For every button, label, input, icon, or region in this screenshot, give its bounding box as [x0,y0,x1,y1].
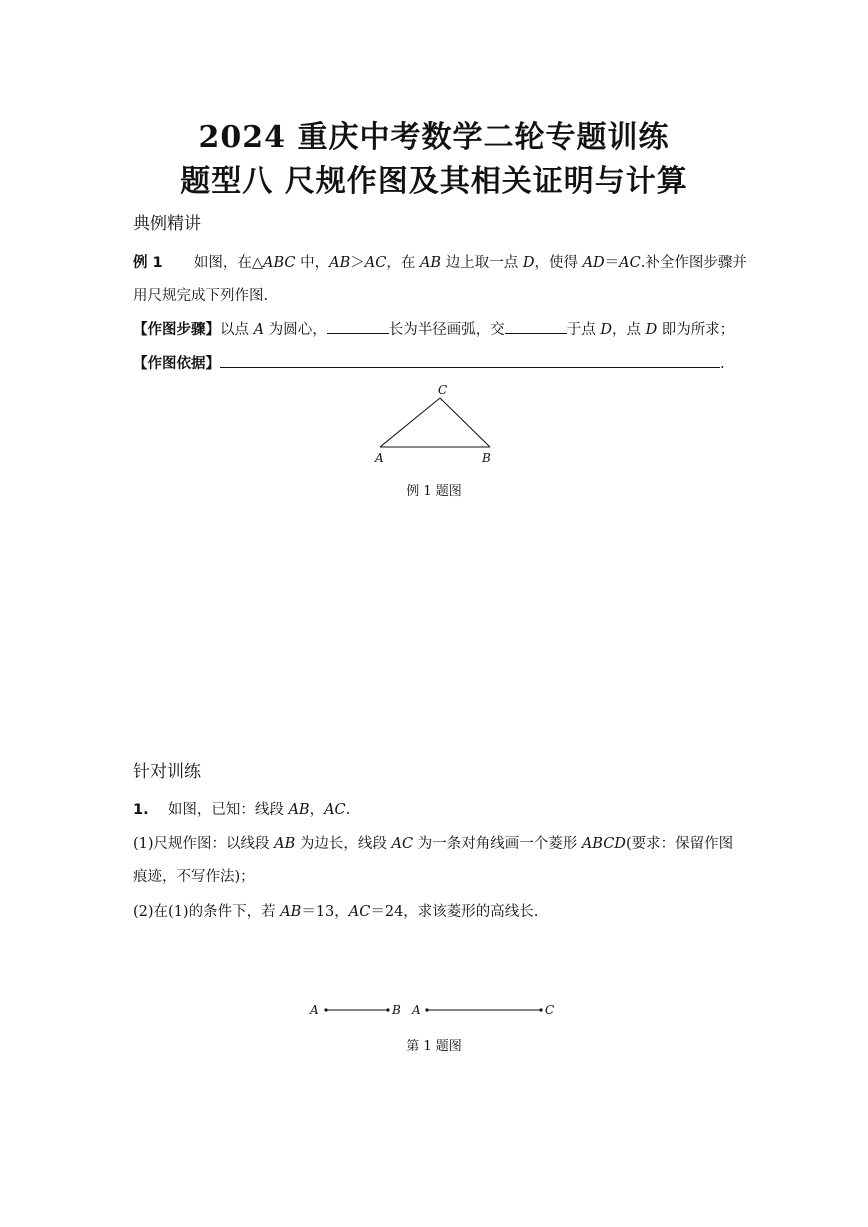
example-label: 例 1 [133,255,163,271]
steps-label: 【作图步骤】 [133,322,220,338]
text: 边上取一点 [441,255,523,271]
text: 如图，已知：线段 [167,802,289,818]
construction-basis-line [133,352,725,373]
vertex-label-a: A [375,451,384,465]
text: ，使得 [534,255,583,271]
text: (要求：保留作图 [625,836,734,852]
var-a: A [253,322,265,338]
example-1-line-1 [133,251,747,272]
segment-ab-label-b: B [392,1003,401,1017]
text: ，在 [386,255,420,271]
var-ac: AC [348,904,371,920]
side-ac [380,398,440,447]
point-b [386,1008,389,1011]
segments-figure [306,998,566,1022]
answer-blank[interactable] [327,319,389,334]
construction-steps-line [133,318,734,339]
text: ＝13， [301,904,349,920]
question-1-part-2 [133,900,538,921]
side-cb [440,398,490,447]
gt-sign: ＞ [350,255,365,271]
var-ab: AB [274,836,296,852]
var-ab: AB [280,904,302,920]
text: 于点 [566,322,601,338]
var-ac: AC [364,255,387,271]
vertex-label-b: B [482,451,491,465]
var-d: D [522,255,535,271]
answer-blank[interactable] [220,353,720,368]
title-line-1: 2024 重庆中考数学二轮专题训练 [198,120,670,155]
segment-ab-label-a: A [310,1003,319,1017]
text: 为圆心， [264,322,327,338]
segment-ac-label-c: C [545,1003,555,1017]
text: 中， [295,255,330,271]
text: ＝24，求该菱形的高线长. [370,904,539,920]
triangle-figure [360,380,510,470]
text: 如图，在△ [193,255,264,271]
var-abcd: ABCD [581,836,626,852]
text: 即为所求； [657,322,735,338]
text: (2)在(1)的条件下，若 [133,904,281,920]
question-1-line [133,798,350,819]
answer-blank[interactable] [505,319,567,334]
point-c [539,1008,542,1011]
text: 长为半径画弧，交 [388,322,505,338]
question-1-part-1 [133,832,733,853]
segment-ac-label-a: A [412,1003,421,1017]
text: . [720,356,725,372]
vertex-label-c: C [438,383,448,397]
figure-caption: 第 1 题图 [406,1039,462,1054]
var-ab: AB [329,255,351,271]
question-1-part-1-cont: 痕迹，不写作法)； [133,869,255,885]
var-d: D [600,322,612,338]
section-heading-example: 典例精讲 [133,214,201,234]
var-ad: AD [582,255,605,271]
var-ab: AB [419,255,442,271]
example-1-line-2: 用尺规完成下列作图. [133,288,269,304]
text: .补全作图步骤并 [640,255,747,271]
eq-sign: ＝ [604,255,620,271]
text: (1)尺规作图：以线段 [133,836,275,852]
var-ab: AB [288,802,310,818]
title-line-2: 题型八 尺规作图及其相关证明与计算 [180,164,688,199]
text: 为一条对角线画一个菱形 [413,836,582,852]
text: 以点 [220,322,254,338]
section-heading-practice: 针对训练 [133,762,201,782]
var-ac: AC [619,255,641,271]
figure-caption: 例 1 题图 [406,484,462,499]
var-ac: AC [324,802,346,818]
text: 为边长，线段 [295,836,392,852]
var-abc: ABC [263,255,296,271]
var-ac: AC [391,836,414,852]
text: . [345,802,351,818]
text: ，点 [611,322,646,338]
basis-label: 【作图依据】 [133,356,220,372]
question-label: 1. [133,802,149,818]
var-d: D [645,322,658,338]
text: ， [309,802,325,818]
